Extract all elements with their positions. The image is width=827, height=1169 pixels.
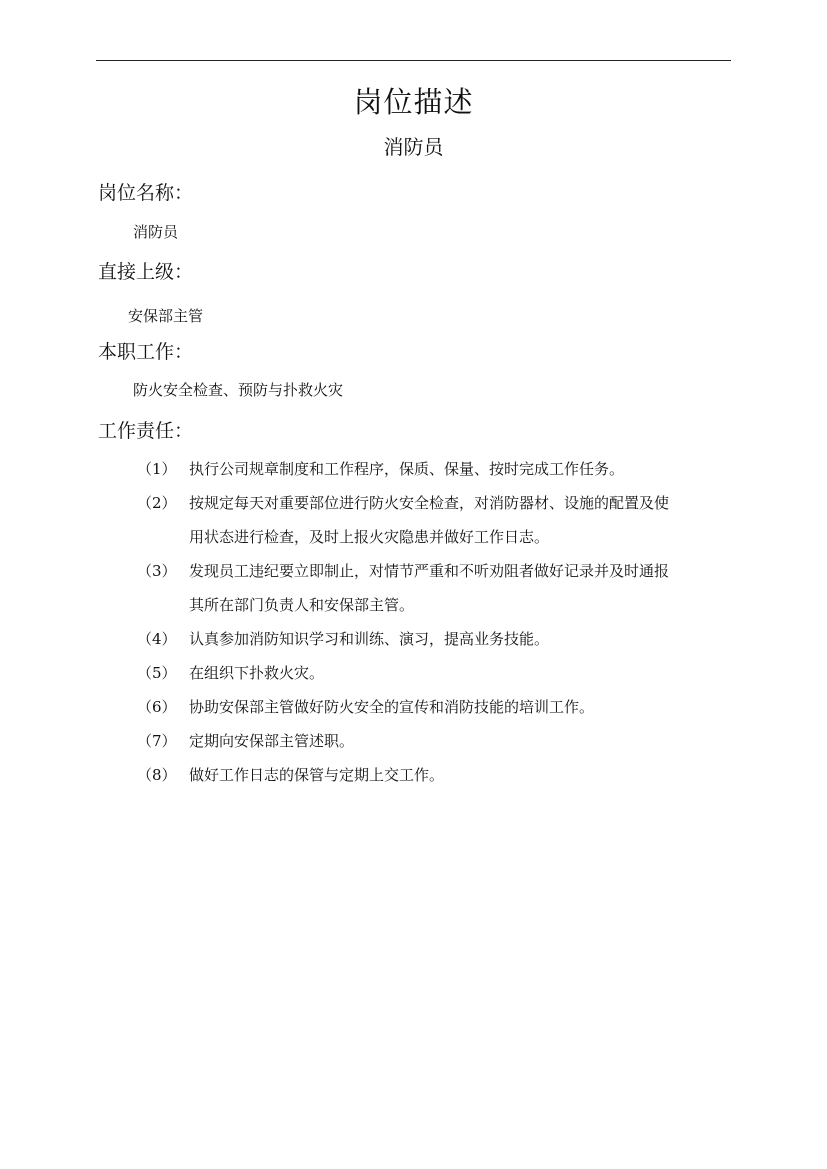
supervisor-value: 安保部主管 bbox=[128, 307, 204, 325]
list-item-text: 按规定每天对重要部位进行防火安全检查，对消防器材、设施的配置及使 bbox=[189, 494, 670, 512]
main-work-heading: 本职工作： bbox=[98, 341, 194, 363]
list-item-text: 做好工作日志的保管与定期上交工作。 bbox=[189, 766, 445, 784]
list-item-number: （3） bbox=[137, 562, 177, 580]
responsibilities-heading: 工作责任： bbox=[98, 420, 194, 442]
list-item-number: （4） bbox=[137, 630, 177, 648]
list-item-number: （1） bbox=[137, 460, 177, 478]
list-item-text: 协助安保部主管做好防火安全的宣传和消防技能的培训工作。 bbox=[189, 698, 595, 716]
list-item-text: 执行公司规章制度和工作程序，保质、保量、按时完成工作任务。 bbox=[189, 460, 625, 478]
list-item-number: （7） bbox=[137, 732, 177, 750]
list-item-text: 在组织下扑救火灾。 bbox=[189, 664, 325, 682]
page-subtitle: 消防员 bbox=[383, 135, 444, 159]
list-item-number: （8） bbox=[137, 766, 177, 784]
supervisor-heading: 直接上级： bbox=[98, 261, 194, 283]
list-item-number: （2） bbox=[137, 494, 177, 512]
list-item-text: 用状态进行检查，及时上报火灾隐患并做好工作日志。 bbox=[189, 528, 550, 546]
list-item-text: 定期向安保部主管述职。 bbox=[189, 732, 355, 750]
list-item-number: （5） bbox=[137, 664, 177, 682]
list-item-text: 认真参加消防知识学习和训练、演习，提高业务技能。 bbox=[189, 630, 550, 648]
position-name-heading: 岗位名称： bbox=[98, 182, 194, 204]
list-item-text: 其所在部门负责人和安保部主管。 bbox=[189, 596, 415, 614]
list-item-number: （6） bbox=[137, 698, 177, 716]
list-item-text: 发现员工违纪要立即制止，对情节严重和不听劝阻者做好记录并及时通报 bbox=[189, 562, 670, 580]
position-name-value: 消防员 bbox=[133, 223, 179, 241]
header-rule bbox=[96, 60, 731, 61]
main-work-value: 防火安全检查、预防与扑救火灾 bbox=[133, 381, 344, 399]
page-title: 岗位描述 bbox=[353, 85, 474, 119]
